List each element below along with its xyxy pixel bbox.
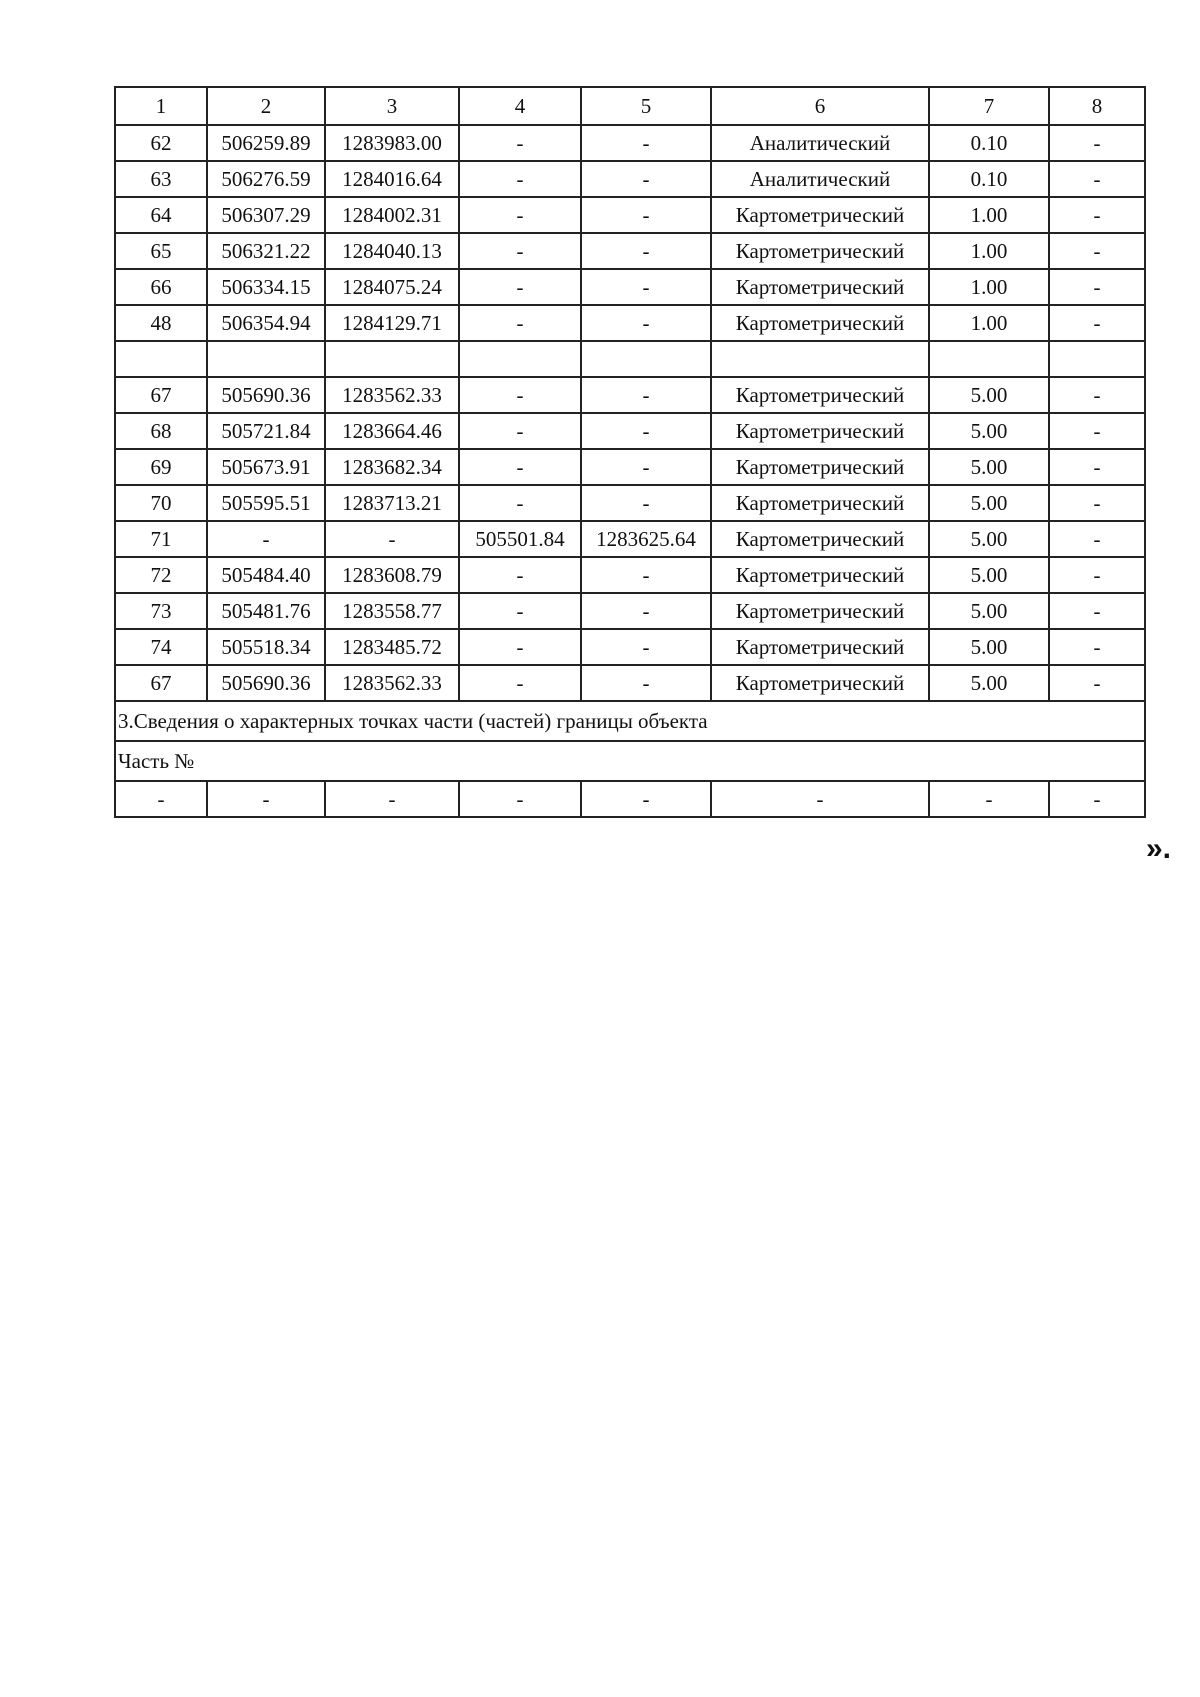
table-cell: 506321.22 bbox=[207, 233, 325, 269]
table-cell bbox=[115, 341, 207, 377]
table-row bbox=[115, 593, 1145, 629]
table-cell: - bbox=[1049, 781, 1145, 817]
table-cell: 5.00 bbox=[929, 485, 1049, 521]
table-cell: - bbox=[581, 485, 711, 521]
table-cell: 1.00 bbox=[929, 197, 1049, 233]
table-cell: - bbox=[581, 665, 711, 701]
table-cell bbox=[929, 341, 1049, 377]
table-cell: 1283562.33 bbox=[325, 377, 459, 413]
table-cell: - bbox=[459, 269, 581, 305]
table-cell: Картометрический bbox=[711, 197, 929, 233]
table-cell: - bbox=[115, 781, 207, 817]
table-cell: - bbox=[1049, 377, 1145, 413]
table-cell: - bbox=[459, 557, 581, 593]
table-cell: 5.00 bbox=[929, 665, 1049, 701]
table-cell: 5.00 bbox=[929, 557, 1049, 593]
table-cell: - bbox=[325, 521, 459, 557]
header-cell: 3 bbox=[325, 87, 459, 125]
table-cell: - bbox=[1049, 485, 1145, 521]
table-cell: 505518.34 bbox=[207, 629, 325, 665]
table-cell: - bbox=[459, 781, 581, 817]
table-cell bbox=[581, 341, 711, 377]
table-body bbox=[115, 87, 1145, 817]
table-cell: - bbox=[711, 781, 929, 817]
table-row bbox=[115, 629, 1145, 665]
table-cell: 1283562.33 bbox=[325, 665, 459, 701]
table-cell: 506307.29 bbox=[207, 197, 325, 233]
section-title-row bbox=[115, 701, 1145, 741]
table-cell: Картометрический bbox=[711, 233, 929, 269]
table-cell: Картометрический bbox=[711, 269, 929, 305]
table-cell: - bbox=[581, 629, 711, 665]
table-cell: - bbox=[581, 305, 711, 341]
table-cell: - bbox=[459, 233, 581, 269]
table-cell: 505484.40 bbox=[207, 557, 325, 593]
table-cell: 65 bbox=[115, 233, 207, 269]
table-cell: - bbox=[207, 781, 325, 817]
table-cell: 506354.94 bbox=[207, 305, 325, 341]
part-row bbox=[115, 781, 1145, 817]
table-cell: Картометрический bbox=[711, 665, 929, 701]
table-cell: 1283664.46 bbox=[325, 413, 459, 449]
table-cell: - bbox=[1049, 269, 1145, 305]
table-cell: - bbox=[1049, 521, 1145, 557]
table-cell: 70 bbox=[115, 485, 207, 521]
table-cell: 5.00 bbox=[929, 449, 1049, 485]
table-cell: 1283485.72 bbox=[325, 629, 459, 665]
table-cell: 505595.51 bbox=[207, 485, 325, 521]
table-cell: Картометрический bbox=[711, 377, 929, 413]
table-cell: 71 bbox=[115, 521, 207, 557]
table-cell: 1284129.71 bbox=[325, 305, 459, 341]
table-cell: Аналитический bbox=[711, 125, 929, 161]
table-cell: 505721.84 bbox=[207, 413, 325, 449]
table-cell: Картометрический bbox=[711, 629, 929, 665]
table-cell: - bbox=[929, 781, 1049, 817]
table-cell: - bbox=[459, 161, 581, 197]
table-cell: - bbox=[581, 449, 711, 485]
table-cell: - bbox=[459, 449, 581, 485]
table-row bbox=[115, 413, 1145, 449]
coordinates-table bbox=[114, 86, 1146, 818]
table-cell: 5.00 bbox=[929, 593, 1049, 629]
table-cell: - bbox=[459, 197, 581, 233]
table-cell: 67 bbox=[115, 665, 207, 701]
table-cell: 63 bbox=[115, 161, 207, 197]
table-row bbox=[115, 305, 1145, 341]
table-cell: 1.00 bbox=[929, 305, 1049, 341]
table-cell: Картометрический bbox=[711, 485, 929, 521]
table-cell bbox=[459, 341, 581, 377]
table-cell: 5.00 bbox=[929, 521, 1049, 557]
coordinates-document bbox=[114, 86, 1144, 818]
table-cell: - bbox=[459, 377, 581, 413]
table-cell: - bbox=[1049, 413, 1145, 449]
table-cell: 506259.89 bbox=[207, 125, 325, 161]
table-cell: 505690.36 bbox=[207, 377, 325, 413]
table-row bbox=[115, 377, 1145, 413]
header-cell: 5 bbox=[581, 87, 711, 125]
table-cell: - bbox=[1049, 449, 1145, 485]
header-cell: 8 bbox=[1049, 87, 1145, 125]
header-cell: 1 bbox=[115, 87, 207, 125]
table-cell: 62 bbox=[115, 125, 207, 161]
table-row bbox=[115, 665, 1145, 701]
table-cell: - bbox=[581, 557, 711, 593]
table-cell: - bbox=[459, 125, 581, 161]
table-cell: - bbox=[581, 233, 711, 269]
table-cell: 1.00 bbox=[929, 269, 1049, 305]
part-label-row bbox=[115, 741, 1145, 781]
table-cell: 506276.59 bbox=[207, 161, 325, 197]
table-cell: - bbox=[1049, 629, 1145, 665]
header-cell: 4 bbox=[459, 87, 581, 125]
table-cell: Картометрический bbox=[711, 557, 929, 593]
table-cell: 505481.76 bbox=[207, 593, 325, 629]
table-cell: 505673.91 bbox=[207, 449, 325, 485]
table-row bbox=[115, 269, 1145, 305]
table-cell: - bbox=[1049, 557, 1145, 593]
table-row bbox=[115, 197, 1145, 233]
table-row bbox=[115, 449, 1145, 485]
table-cell: 505690.36 bbox=[207, 665, 325, 701]
table-cell: Картометрический bbox=[711, 593, 929, 629]
header-cell: 2 bbox=[207, 87, 325, 125]
table-cell: 1283983.00 bbox=[325, 125, 459, 161]
table-cell bbox=[1049, 341, 1145, 377]
table-cell: 1284016.64 bbox=[325, 161, 459, 197]
table-cell: - bbox=[1049, 125, 1145, 161]
table-cell: - bbox=[581, 161, 711, 197]
table-cell: - bbox=[581, 125, 711, 161]
table-cell: 48 bbox=[115, 305, 207, 341]
table-cell: 73 bbox=[115, 593, 207, 629]
table-cell: - bbox=[459, 629, 581, 665]
table-row bbox=[115, 125, 1145, 161]
table-cell: 5.00 bbox=[929, 629, 1049, 665]
blank-row bbox=[115, 341, 1145, 377]
table-cell: 74 bbox=[115, 629, 207, 665]
table-cell: 1283682.34 bbox=[325, 449, 459, 485]
table-cell: Картометрический bbox=[711, 521, 929, 557]
closing-quote-mark: ». bbox=[1146, 832, 1172, 865]
table-cell: - bbox=[1049, 593, 1145, 629]
table-cell: - bbox=[1049, 665, 1145, 701]
table-cell bbox=[711, 341, 929, 377]
table-cell: 0.10 bbox=[929, 161, 1049, 197]
table-cell: 1283625.64 bbox=[581, 521, 711, 557]
table-cell bbox=[325, 341, 459, 377]
table-cell: - bbox=[581, 781, 711, 817]
table-cell bbox=[207, 341, 325, 377]
table-cell: - bbox=[1049, 305, 1145, 341]
table-row bbox=[115, 161, 1145, 197]
table-cell: 505501.84 bbox=[459, 521, 581, 557]
table-cell: Картометрический bbox=[711, 413, 929, 449]
table-cell: 72 bbox=[115, 557, 207, 593]
table-cell: - bbox=[581, 593, 711, 629]
table-cell: 68 bbox=[115, 413, 207, 449]
table-cell: - bbox=[325, 781, 459, 817]
table-cell: Аналитический bbox=[711, 161, 929, 197]
table-cell: - bbox=[459, 485, 581, 521]
table-cell: - bbox=[207, 521, 325, 557]
table-row bbox=[115, 233, 1145, 269]
section-title-row-cell: 3.Сведения о характерных точках части (частей) границы объекта bbox=[115, 701, 1145, 741]
table-cell: 0.10 bbox=[929, 125, 1049, 161]
table-cell: 69 bbox=[115, 449, 207, 485]
table-cell: 1284040.13 bbox=[325, 233, 459, 269]
table-cell: 1.00 bbox=[929, 233, 1049, 269]
table-cell: 5.00 bbox=[929, 413, 1049, 449]
header-cell: 6 bbox=[711, 87, 929, 125]
table-cell: 67 bbox=[115, 377, 207, 413]
table-cell: - bbox=[581, 269, 711, 305]
table-cell: 5.00 bbox=[929, 377, 1049, 413]
table-cell: 66 bbox=[115, 269, 207, 305]
table-cell: 1284075.24 bbox=[325, 269, 459, 305]
table-cell: 1283558.77 bbox=[325, 593, 459, 629]
table-cell: - bbox=[459, 665, 581, 701]
table-cell: Картометрический bbox=[711, 305, 929, 341]
table-cell: 1284002.31 bbox=[325, 197, 459, 233]
header-row bbox=[115, 87, 1145, 125]
table-cell: - bbox=[581, 197, 711, 233]
header-cell: 7 bbox=[929, 87, 1049, 125]
table-cell: - bbox=[581, 377, 711, 413]
table-cell: 506334.15 bbox=[207, 269, 325, 305]
table-cell: - bbox=[581, 413, 711, 449]
table-cell: Картометрический bbox=[711, 449, 929, 485]
table-cell: 64 bbox=[115, 197, 207, 233]
table-row bbox=[115, 485, 1145, 521]
table-cell: 1283713.21 bbox=[325, 485, 459, 521]
table-cell: - bbox=[459, 593, 581, 629]
table-row bbox=[115, 521, 1145, 557]
table-cell: - bbox=[459, 305, 581, 341]
part-label-row-cell: Часть № bbox=[115, 741, 1145, 781]
table-cell: - bbox=[1049, 161, 1145, 197]
table-cell: - bbox=[1049, 197, 1145, 233]
table-cell: - bbox=[459, 413, 581, 449]
table-row bbox=[115, 557, 1145, 593]
table-cell: - bbox=[1049, 233, 1145, 269]
table-cell: 1283608.79 bbox=[325, 557, 459, 593]
